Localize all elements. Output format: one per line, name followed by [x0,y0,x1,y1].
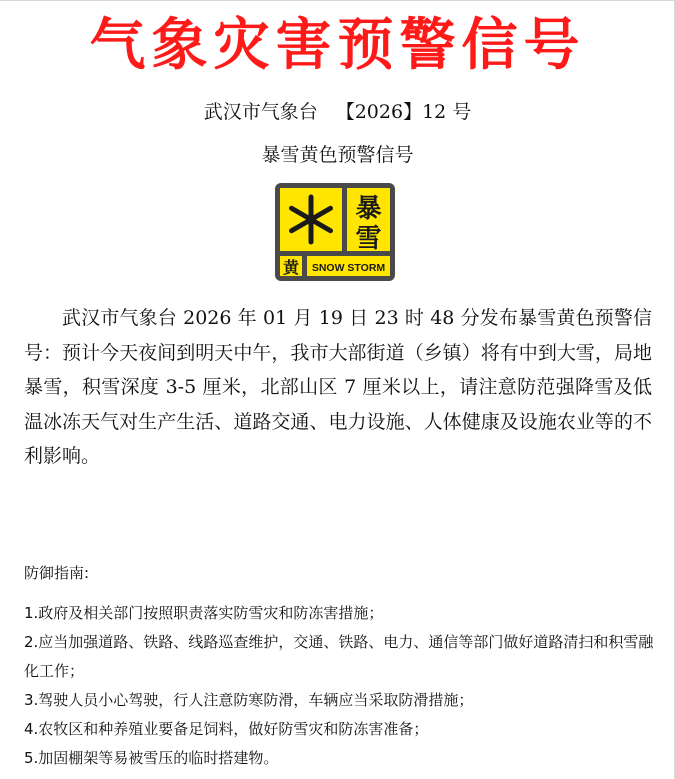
badge-graphic [275,183,395,281]
guide-list [24,599,654,773]
signal-name: 暴雪黄色预警信号 [261,144,414,166]
warning-paragraph: 武汉市气象台 2026 年 01 月 19 日 23 时 48 分发布暴雪黄色预警信号：预计今天夜间到明天中午，我市大部街道（乡镇）将有中到大雪，局地暴雪，积雪深度 3-5 厘米，北部山区 7 厘米以上，请注意防范强降雪及低温冰冻天气对生产生活、道路交通、电力设施、人体健康及设施农业等的不利影响。 [24,307,652,467]
badge-english-label: SNOW STORM [311,262,386,274]
guide-heading: 防御指南: [24,564,90,582]
guide-item: 1.政府及相关部门按照职责落实防雪灾和防冻害措施； [24,604,384,622]
badge-char-xue: 雪 [355,224,382,254]
guide-item: 4.农牧区和种养殖业要备足饲料，做好防雪灾和防冻害准备； [24,720,429,738]
issuer-name: 武汉市气象台 [203,101,318,123]
snowstorm-yellow-badge [275,183,395,281]
badge-char-bao: 暴 [355,194,382,224]
document-number: 【2026】12 号 [335,101,472,123]
issuer-line [0,97,675,127]
guide-item: 5.加固棚架等易被雪压的临时搭建物。 [24,749,279,767]
badge-level-char: 黄 [282,258,300,277]
page-title: 气象灾害预警信号 [89,12,586,78]
guide-item: 3.驾驶人员小心驾驶，行人注意防寒防滑，车辆应当采取防滑措施； [24,691,474,709]
guide-item: 2.应当加强道路、铁路、线路巡查维护，交通、铁路、电力、通信等部门做好道路清扫和积雪融化工作； [24,633,654,680]
